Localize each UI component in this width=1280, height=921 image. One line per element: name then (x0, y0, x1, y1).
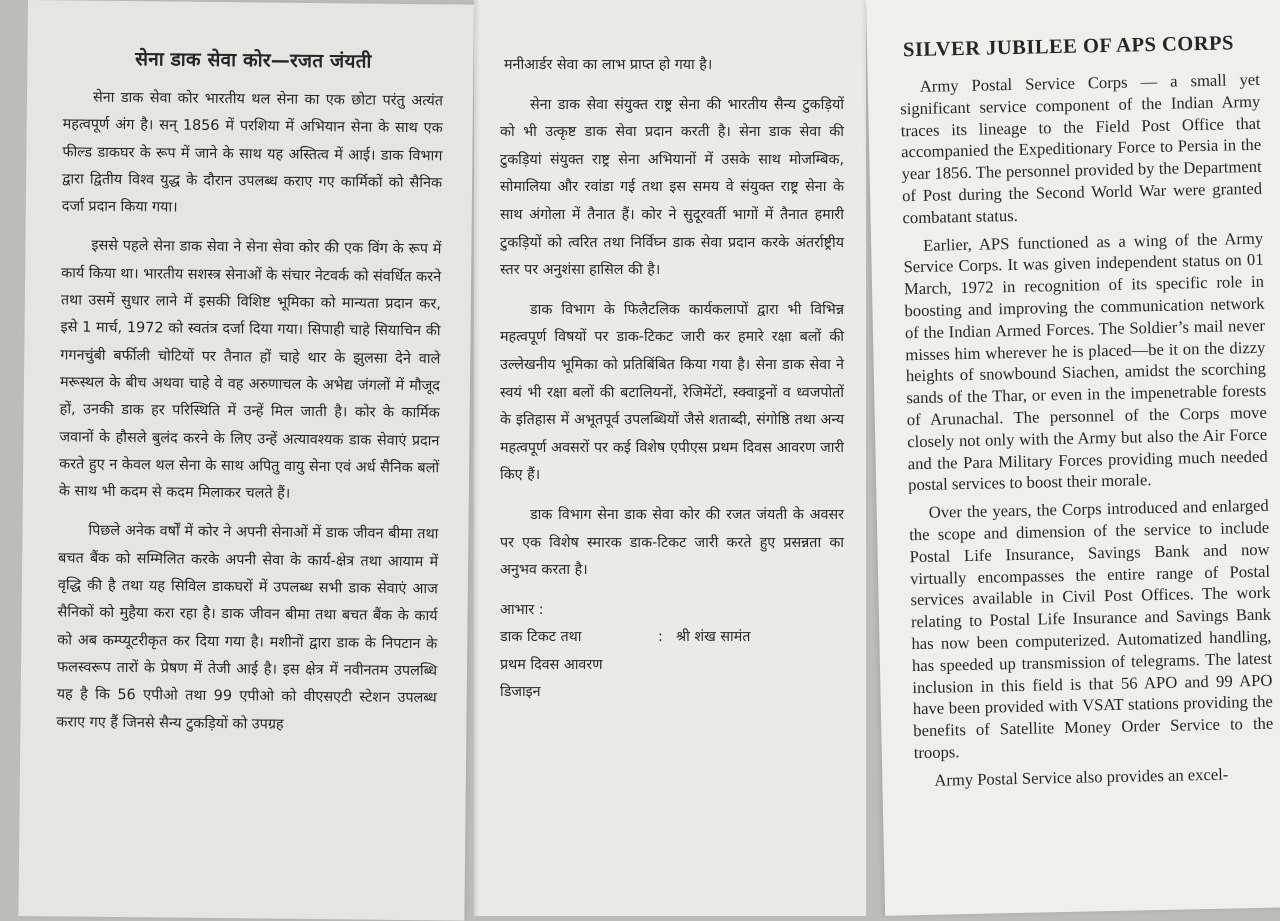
fold-line-left (474, 0, 480, 916)
english-paragraph-2: Earlier, APS functioned as a wing of the Army Service Corps. It was given independent status on 01 March, 1972 in recognition of its specific role in boosting and improving the communication network of the Indian Armed Forces. The Soldier’s mail never misses him wherever he is placed—be it on the dizzy heights of snowbound Siachen, amidst the scorching sands of the Thar, or even in the impenetrable forests of Arunachal. The personnel of the Corps move closely not only with the Army but also the Air Force and the Para Military Forces providing much needed postal services to boost their morale. (903, 228, 1268, 495)
english-paragraph-4: Army Postal Service also provides an excel- (934, 764, 1229, 790)
english-paragraph-3: Over the years, the Corps introduced and enlarged the scope and dimension of the service to include Postal Life Insurance, Savings Bank and now virtually encompasses the entire range of Postal services available in Civil Post Offices. The work relating to Postal Life Insurance and Savings Bank has now been computerized. Automatized handling, has speeded up transmission of telegrams. The latest inclusion in this field is that 56 APO and 99 APO have been provided with VSAT stations providing the benefits of Satellite Money Order Service to the troops. (909, 495, 1274, 763)
hindi-paragraph-2: इससे पहले सेना डाक सेवा ने सेना सेवा कोर की एक विंग के रूप में कार्य किया था। भारतीय सशस्त्र सेनाओं के संचार नेटवर्क को संवर्धित करने तथा उसमें सुधार लाने में इसकी विशिष्ट भूमिका को मान्यता प्रदान कर, इसे 1 मार्च, 1972 को स्वतंत्र दर्जा दिया गया। सिपाही चाहे सियाचिन की गगनचुंबी बर्फीली चोटियों पर तैनात हों चाहे थार के झुलसा देने वाले मरूस्थल के बीच अथवा चाहे वे वह अरुणाचल के अभेद्य जंगलों में मौजूद हों, उनकी डाक हर परिस्थिति में उन्हें मिल जाती है। कोर के कार्मिक जवानों के हौसले बुलंद करने के लिए उन्हें अत्यावश्यक डाक सेवाएं प्रदान करते हुए न केवल थल सेना के साथ अपितु वायु सेना एवं अर्ध सैनिक बलों के साथ भी कदम से कदम मिलाकर चलते हैं। (58, 238, 442, 502)
hindi-continuation-line: मनीआर्डर सेवा का लाभ प्राप्त हो गया है। (504, 57, 713, 73)
credits-label-1: डाक टिकट तथा (500, 629, 582, 646)
credits-heading: आभार : (500, 601, 544, 618)
hindi-paragraph-3: पिछले अनेक वर्षों में कोर ने अपनी सेनाओं में डाक जीवन बीमा तथा बचत बैंक को सम्मिलित करके अपनी सेवा के कार्य-क्षेत्र तथा आयाम में वृद्धि की है तथा यह सिविल डाकघरों में उपलब्ध सभी डाक सेवाएं आज सैनिकों को मुहैया करा रहा है। डाक जीवन बीमा तथा बचत बैंक के कार्य को अब कम्प्यूटरीकृत कर दिया गया है। मशीनों द्वारा डाक के निपटान के फलस्वरूप तारों के प्रेषण में तेजी आई है। इस क्षेत्र में नवीनतम उपलब्धि यह है कि 56 एपीओ तथा 99 एपीओ को वीएसएटी स्टेशन उपलब्ध कराए गए हैं जिनसे सैन्य टुकड़ियों को उपग्रह (56, 523, 439, 733)
credits-block (500, 597, 844, 707)
english-paragraph-1: Army Postal Service Corps — a small yet significant service component of the Indian Army traces its lineage to the Field Post Office that accompanied the Expeditionary Force to Persia in the year 1856. The personnel provided by the Department of Post during the Second World War were granted combatant status. (900, 69, 1263, 228)
hindi-paragraph-1: सेना डाक सेवा कोर भारतीय थल सेना का एक छोटा परंतु अत्यंत महत्वपूर्ण अंग है। सन् 1856 में परशिया में अभियान सेना के साथ एक फील्ड डाकघर के रूप में जाने के साथ यह अस्तित्व में आई। डाक विभाग द्वारा द्वितीय विश्व युद्ध के दौरान उपलब्ध कराए गए कार्मिकों को सैनिक दर्जा प्रदान किया गया। (61, 89, 444, 216)
credits-label-2: प्रथम दिवस आवरण (500, 656, 603, 673)
credits-separator: : (658, 629, 663, 646)
designer-name: श्री शंख सामंत (676, 629, 751, 646)
credits-row (500, 624, 844, 652)
hindi-paragraph-philately: डाक विभाग के फिलैटलिक कार्यकलापों द्वारा भी विभिन्न महत्वपूर्ण विषयों पर डाक-टिकट जारी कर हमारे रक्षा बलों की उल्लेखनीय भूमिका को प्रतिबिंबित किया गया है। सेना डाक सेवा ने स्वयं भी रक्षा बलों की बटालियनों, रेजिमेंटों, स्क्वाड्रनों व ध्वजपोतों के इतिहास में अभूतपूर्व उपलब्धियों जैसे शताब्दी, संगोष्ठि तथा अन्य महत्वपूर्ण अवसरों पर कई विशेष एपीएस प्रथम दिवस आवरण जारी किए हैं। (500, 301, 844, 484)
right-page-english (866, 0, 1280, 916)
hindi-title: सेना डाक सेवा कोर—रजत जंयती (135, 48, 372, 73)
credits-label-3: डिजाइन (500, 684, 541, 701)
middle-page-hindi (474, 0, 866, 916)
left-page-hindi (18, 0, 474, 921)
hindi-paragraph-jubilee: डाक विभाग सेना डाक सेवा कोर की रजत जंयती के अवसर पर एक विशेष स्मारक डाक-टिकट जारी करते हुए प्रसन्नता का अनुभव करता है। (500, 506, 844, 579)
hindi-paragraph-un-service: सेना डाक सेवा संयुक्त राष्ट्र सेना की भारतीय सैन्य टुकड़ियों को भी उत्कृष्ट डाक सेवा प्रदान करती है। सेना डाक सेवा की टुकड़ियां संयुक्त राष्ट्र सेना अभियानों में उसके साथ मोजम्बिक, सोमालिया और रवांडा गई तथा इस समय वे संयुक्त राष्ट्र सेना के साथ अंगोला में तैनात हैं। कोर ने सुदूरवर्ती भागों में तैनात हमारी टुकड़ियों को त्वरित तथा निर्विघ्न डाक सेवा प्रदान करके अंतर्राष्ट्रीय स्तर पर अनुशंसा हासिल की है। (500, 96, 844, 279)
english-title: SILVER JUBILEE OF APS CORPS (902, 32, 1235, 62)
